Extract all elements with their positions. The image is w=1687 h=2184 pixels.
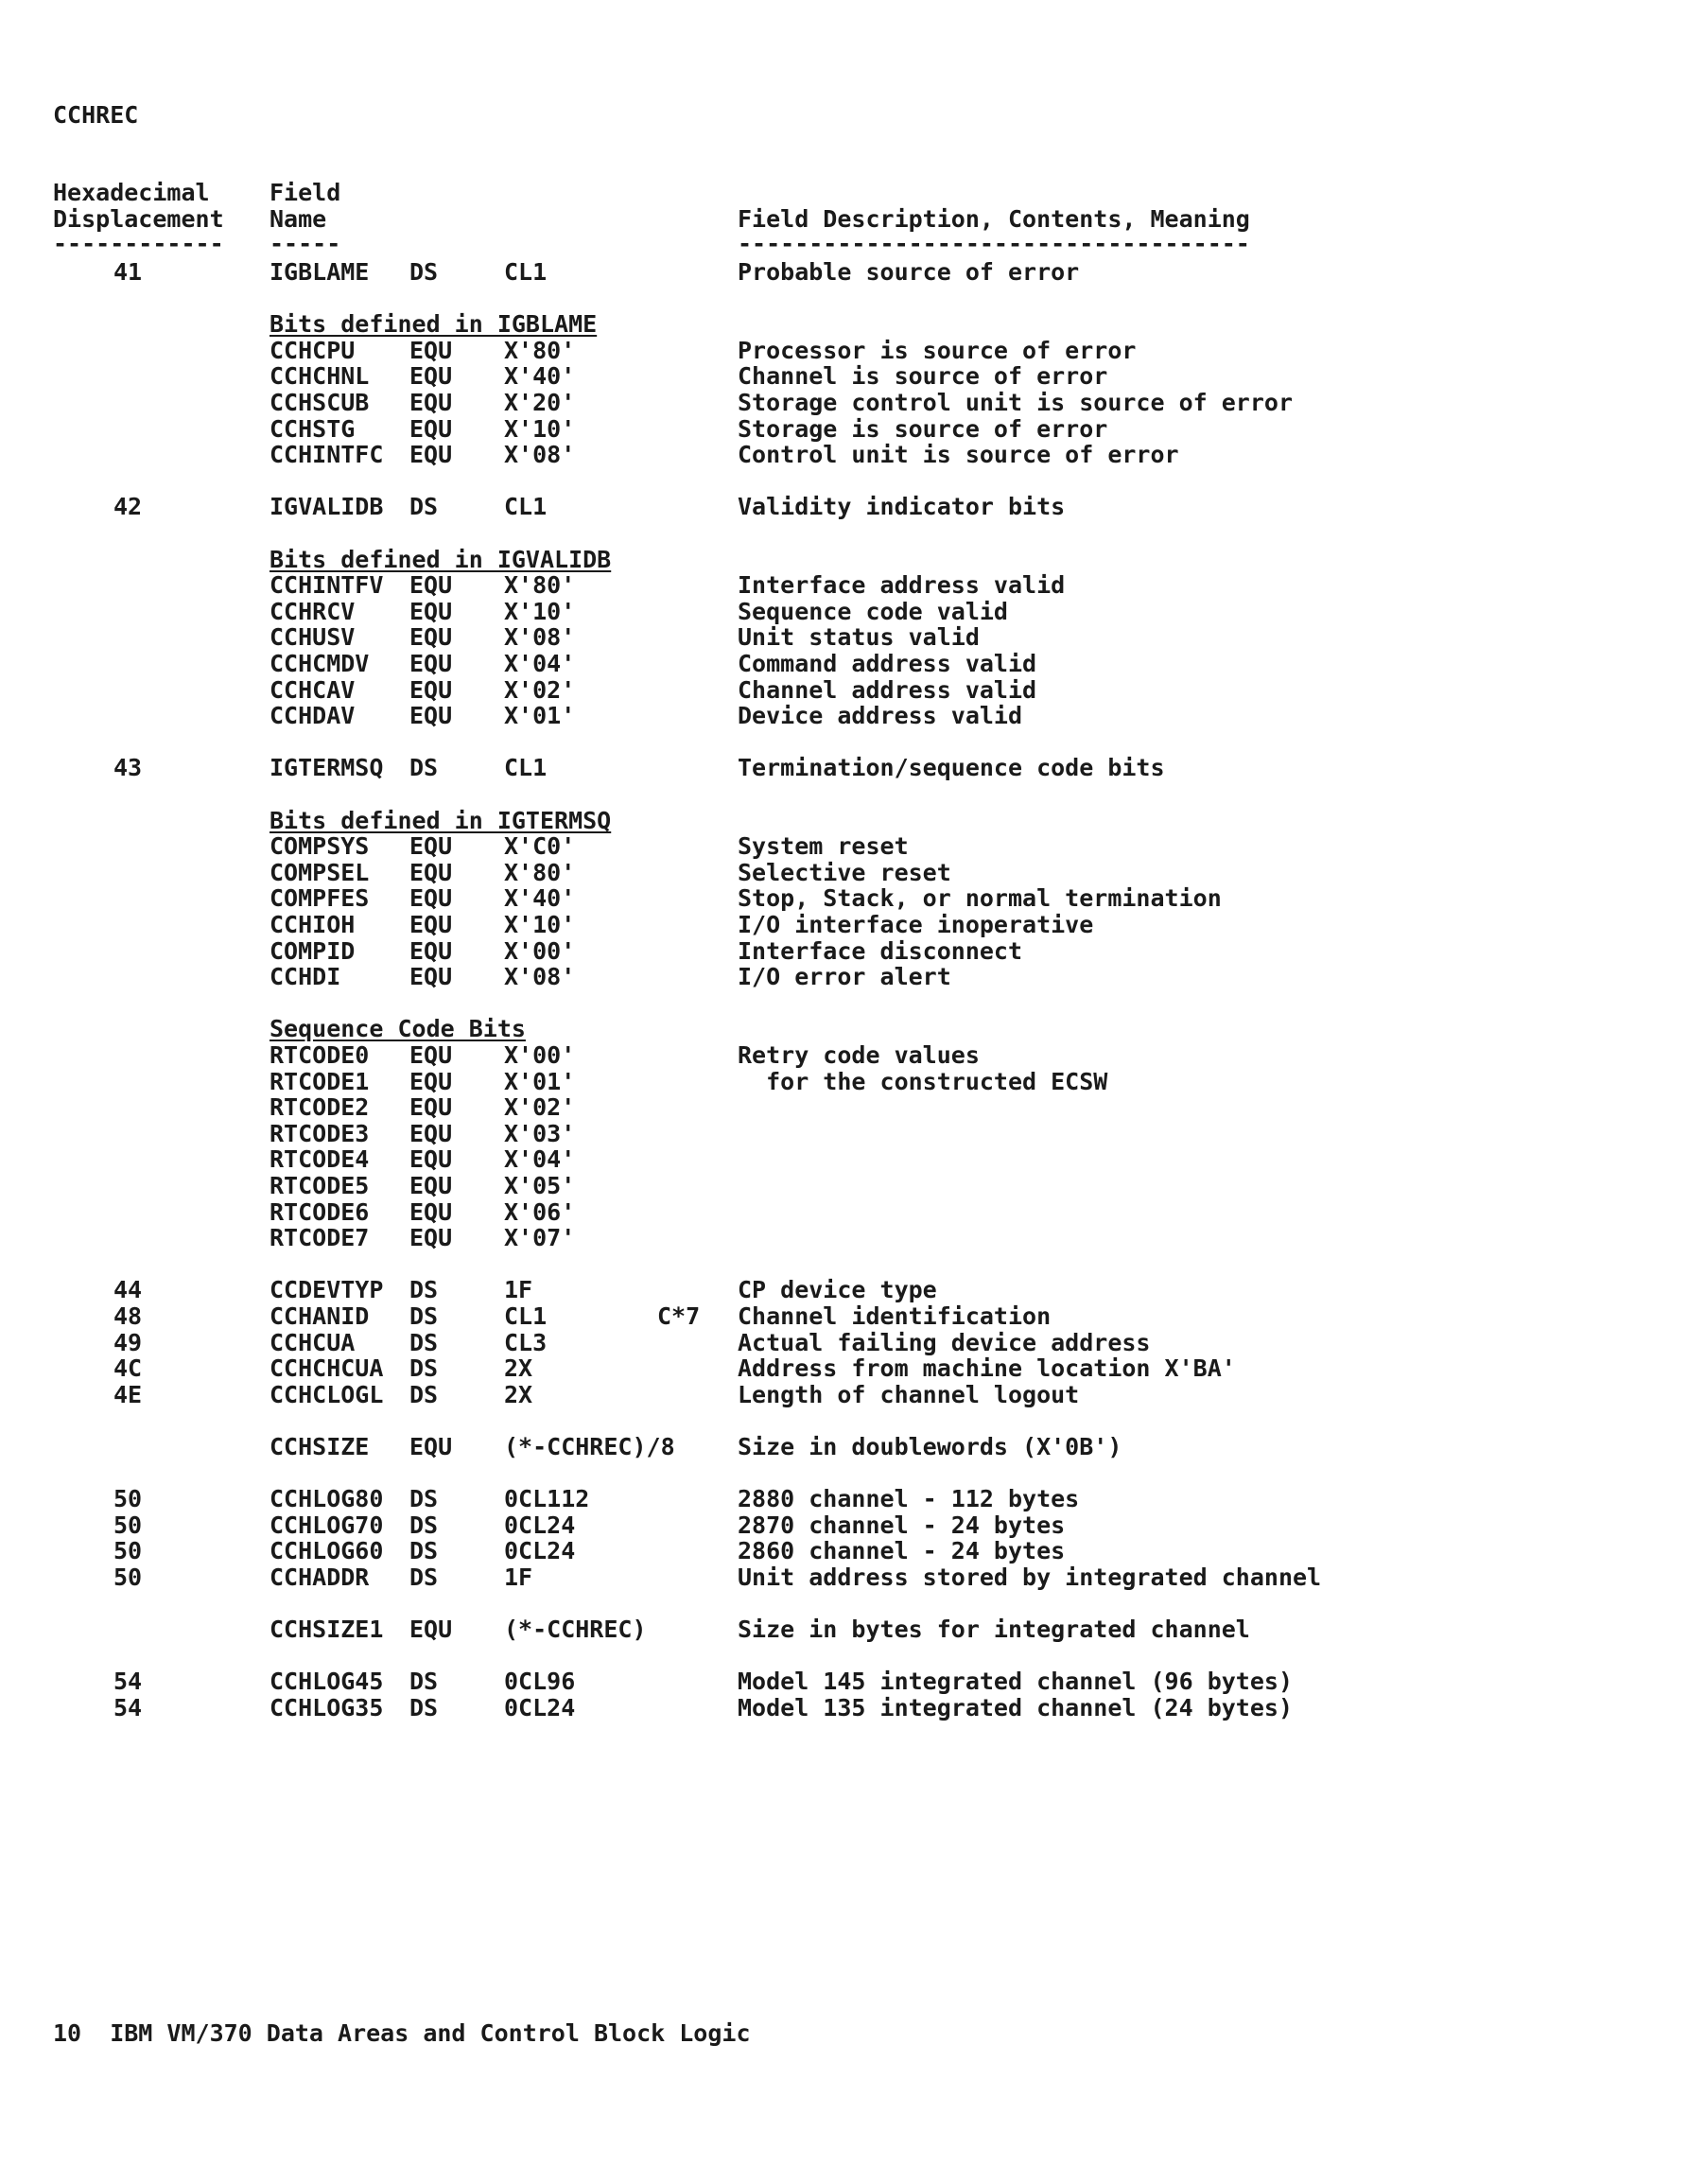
desc-header: Field Description, Contents, Meaning xyxy=(738,205,1250,233)
row-field-name: RTCODE6 xyxy=(270,1198,370,1226)
row-value: X'C0' xyxy=(504,832,576,860)
row-description: Device address valid xyxy=(738,702,1023,729)
row-value: X'00' xyxy=(504,937,576,965)
row-operation: EQU xyxy=(409,650,453,677)
row-value: (*-CCHREC)/8 xyxy=(504,1433,675,1460)
row-field-name: CCHUSV xyxy=(270,623,356,651)
section-heading: Bits defined in IGBLAME xyxy=(270,310,598,338)
field-header-rule: ----- xyxy=(270,230,341,257)
row-operation: EQU xyxy=(409,911,453,938)
row-field-name: IGBLAME xyxy=(270,258,370,286)
row-field-name: COMPFES xyxy=(270,884,370,912)
row-description: Model 145 integrated channel (96 bytes) xyxy=(738,1668,1293,1695)
row-value: X'01' xyxy=(504,702,576,729)
row-field-name: CCHCPU xyxy=(270,337,356,364)
row-field-name: CCHLOG70 xyxy=(270,1511,384,1539)
row-description: Probable source of error xyxy=(738,258,1080,286)
row-value: 0CL24 xyxy=(504,1694,576,1721)
row-operation: EQU xyxy=(409,415,453,443)
row-description: Length of channel logout xyxy=(738,1381,1080,1408)
row-description: Command address valid xyxy=(738,650,1037,677)
row-description: Model 135 integrated channel (24 bytes) xyxy=(738,1694,1293,1721)
row-value: 1F xyxy=(504,1564,533,1591)
row-field-name: CCHCAV xyxy=(270,676,356,704)
row-field-name: RTCODE4 xyxy=(270,1145,370,1173)
row-field-name: CCHINTFV xyxy=(270,571,384,599)
section-heading: Sequence Code Bits xyxy=(270,1015,526,1042)
row-displacement: 49 xyxy=(113,1329,143,1356)
row-description: Channel is source of error xyxy=(738,362,1108,390)
row-operation: DS xyxy=(409,1511,439,1539)
row-value: X'02' xyxy=(504,1093,576,1121)
row-field-name: COMPSEL xyxy=(270,859,370,886)
row-description: 2880 channel - 112 bytes xyxy=(738,1485,1080,1512)
row-description: Termination/sequence code bits xyxy=(738,754,1165,781)
row-displacement: 44 xyxy=(113,1276,143,1303)
row-field-name: CCHADDR xyxy=(270,1564,370,1591)
row-operation: DS xyxy=(409,493,439,520)
row-value: 0CL96 xyxy=(504,1668,576,1695)
row-field-name: CCHLOG80 xyxy=(270,1485,384,1512)
row-description: Sequence code valid xyxy=(738,598,1008,625)
row-description: Channel identification xyxy=(738,1302,1052,1330)
row-displacement: 48 xyxy=(113,1302,143,1330)
row-field-name: CCHDI xyxy=(270,963,341,990)
row-operation: DS xyxy=(409,754,439,781)
row-operation: EQU xyxy=(409,1224,453,1251)
hex-header-rule: ------------ xyxy=(53,230,224,257)
row-operation: EQU xyxy=(409,1041,453,1069)
row-field-name: CCHSTG xyxy=(270,415,356,443)
row-value: X'80' xyxy=(504,571,576,599)
row-operation: EQU xyxy=(409,1068,453,1095)
row-description: Processor is source of error xyxy=(738,337,1137,364)
row-value: CL1 xyxy=(504,493,548,520)
row-operation: DS xyxy=(409,1668,439,1695)
row-operation: EQU xyxy=(409,362,453,390)
row-field-name: CCHSIZE xyxy=(270,1433,370,1460)
row-operation: DS xyxy=(409,1694,439,1721)
row-displacement: 54 xyxy=(113,1668,143,1695)
row-operation: EQU xyxy=(409,1616,453,1643)
row-description: Retry code values xyxy=(738,1041,980,1069)
row-displacement: 41 xyxy=(113,258,143,286)
row-field-name: CCDEVTYP xyxy=(270,1276,384,1303)
row-operation: EQU xyxy=(409,1145,453,1173)
row-operation: DS xyxy=(409,1485,439,1512)
row-operation: EQU xyxy=(409,623,453,651)
row-operation: EQU xyxy=(409,859,453,886)
row-description: Validity indicator bits xyxy=(738,493,1066,520)
row-operation: DS xyxy=(409,1564,439,1591)
row-field-name: CCHCLOGL xyxy=(270,1381,384,1408)
row-description: Stop, Stack, or normal termination xyxy=(738,884,1222,912)
row-operation: EQU xyxy=(409,1120,453,1147)
hex-header-line2: Displacement xyxy=(53,205,224,233)
row-description: Selective reset xyxy=(738,859,951,886)
row-description: Storage control unit is source of error xyxy=(738,389,1293,416)
row-value: X'00' xyxy=(504,1041,576,1069)
row-description: Channel address valid xyxy=(738,676,1037,704)
row-operation: EQU xyxy=(409,884,453,912)
row-field-name: RTCODE5 xyxy=(270,1172,370,1199)
row-operation: DS xyxy=(409,1354,439,1382)
field-header-line1: Field xyxy=(270,179,341,206)
row-operation: EQU xyxy=(409,389,453,416)
row-value: X'07' xyxy=(504,1224,576,1251)
row-value: X'02' xyxy=(504,676,576,704)
row-value: X'10' xyxy=(504,598,576,625)
row-description: Interface address valid xyxy=(738,571,1066,599)
row-field-name: RTCODE0 xyxy=(270,1041,370,1069)
row-description: Actual failing device address xyxy=(738,1329,1151,1356)
row-field-name: COMPSYS xyxy=(270,832,370,860)
row-value: X'10' xyxy=(504,415,576,443)
row-value: X'06' xyxy=(504,1198,576,1226)
row-displacement: 50 xyxy=(113,1511,143,1539)
row-operation: EQU xyxy=(409,937,453,965)
row-field-name: CCHDAV xyxy=(270,702,356,729)
row-field-name: RTCODE2 xyxy=(270,1093,370,1121)
row-displacement: 4E xyxy=(113,1381,143,1408)
row-displacement: 4C xyxy=(113,1354,143,1382)
row-value: CL1 xyxy=(504,1302,548,1330)
row-value: 0CL24 xyxy=(504,1537,576,1564)
row-value: 2X xyxy=(504,1354,533,1382)
row-value: X'03' xyxy=(504,1120,576,1147)
row-field-name: CCHLOG35 xyxy=(270,1694,384,1721)
row-value: 0CL112 xyxy=(504,1485,590,1512)
row-value: 1F xyxy=(504,1276,533,1303)
row-value: X'05' xyxy=(504,1172,576,1199)
row-displacement: 54 xyxy=(113,1694,143,1721)
row-value: X'80' xyxy=(504,337,576,364)
row-operation: EQU xyxy=(409,832,453,860)
row-field-name: CCHLOG60 xyxy=(270,1537,384,1564)
row-description: Control unit is source of error xyxy=(738,441,1179,468)
field-header-line2: Name xyxy=(270,205,327,233)
row-field-name: IGTERMSQ xyxy=(270,754,384,781)
row-value: CL1 xyxy=(504,258,548,286)
row-description: Size in doublewords (X'0B') xyxy=(738,1433,1122,1460)
row-description: Address from machine location X'BA' xyxy=(738,1354,1236,1382)
row-operation: DS xyxy=(409,1537,439,1564)
row-description: Unit address stored by integrated channel xyxy=(738,1564,1322,1591)
row-field-name: CCHCHCUA xyxy=(270,1354,384,1382)
row-field-name: CCHSIZE1 xyxy=(270,1616,384,1643)
row-operation: EQU xyxy=(409,1093,453,1121)
row-description: Unit status valid xyxy=(738,623,980,651)
row-value: 2X xyxy=(504,1381,533,1408)
row-operation: DS xyxy=(409,1381,439,1408)
row-operation: DS xyxy=(409,1276,439,1303)
row-value: X'80' xyxy=(504,859,576,886)
row-displacement: 43 xyxy=(113,754,143,781)
row-value: X'01' xyxy=(504,1068,576,1095)
row-field-name: COMPID xyxy=(270,937,356,965)
row-displacement: 42 xyxy=(113,493,143,520)
row-field-name: CCHLOG45 xyxy=(270,1668,384,1695)
row-description: Interface disconnect xyxy=(738,937,1023,965)
row-displacement: 50 xyxy=(113,1537,143,1564)
row-value: X'08' xyxy=(504,963,576,990)
row-field-name: CCHRCV xyxy=(270,598,356,625)
row-description: System reset xyxy=(738,832,909,860)
row-value: 0CL24 xyxy=(504,1511,576,1539)
row-operation: EQU xyxy=(409,571,453,599)
row-operation: EQU xyxy=(409,1433,453,1460)
hex-header-line1: Hexadecimal xyxy=(53,179,210,206)
row-displacement: 50 xyxy=(113,1485,143,1512)
row-operation: DS xyxy=(409,258,439,286)
row-value: CL1 xyxy=(504,754,548,781)
row-operation: EQU xyxy=(409,1198,453,1226)
row-operation: DS xyxy=(409,1302,439,1330)
row-field-name: RTCODE3 xyxy=(270,1120,370,1147)
row-value: X'10' xyxy=(504,911,576,938)
row-operation: EQU xyxy=(409,1172,453,1199)
row-description: 2870 channel - 24 bytes xyxy=(738,1511,1066,1539)
row-description: I/O error alert xyxy=(738,963,951,990)
row-value: X'04' xyxy=(504,1145,576,1173)
row-field-name: CCHCUA xyxy=(270,1329,356,1356)
row-operation: EQU xyxy=(409,598,453,625)
desc-header-rule: ------------------------------------ xyxy=(738,230,1250,257)
row-field-name: CCHCMDV xyxy=(270,650,370,677)
row-value: X'04' xyxy=(504,650,576,677)
section-heading: Bits defined in IGVALIDB xyxy=(270,546,612,573)
row-note: C*7 xyxy=(657,1302,701,1330)
row-description: Size in bytes for integrated channel xyxy=(738,1616,1250,1643)
row-field-name: RTCODE1 xyxy=(270,1068,370,1095)
row-value: CL3 xyxy=(504,1329,548,1356)
row-value: X'20' xyxy=(504,389,576,416)
row-description: 2860 channel - 24 bytes xyxy=(738,1537,1066,1564)
row-operation: EQU xyxy=(409,441,453,468)
row-displacement: 50 xyxy=(113,1564,143,1591)
row-value: (*-CCHREC) xyxy=(504,1616,647,1643)
row-value: X'08' xyxy=(504,623,576,651)
row-value: X'08' xyxy=(504,441,576,468)
page-header: CCHREC xyxy=(53,101,139,129)
row-description: CP device type xyxy=(738,1276,937,1303)
row-description: Storage is source of error xyxy=(738,415,1108,443)
row-value: X'40' xyxy=(504,884,576,912)
row-value: X'40' xyxy=(504,362,576,390)
row-field-name: RTCODE7 xyxy=(270,1224,370,1251)
row-operation: EQU xyxy=(409,963,453,990)
page-footer: 10 IBM VM/370 Data Areas and Control Block Logic xyxy=(53,2019,751,2047)
row-field-name: CCHCHNL xyxy=(270,362,370,390)
row-operation: EQU xyxy=(409,676,453,704)
row-operation: DS xyxy=(409,1329,439,1356)
row-description: for the constructed ECSW xyxy=(738,1068,1108,1095)
row-description: I/O interface inoperative xyxy=(738,911,1094,938)
row-field-name: CCHANID xyxy=(270,1302,370,1330)
row-field-name: IGVALIDB xyxy=(270,493,384,520)
row-operation: EQU xyxy=(409,337,453,364)
section-heading: Bits defined in IGTERMSQ xyxy=(270,807,612,834)
row-field-name: CCHINTFC xyxy=(270,441,384,468)
row-operation: EQU xyxy=(409,702,453,729)
row-field-name: CCHIOH xyxy=(270,911,356,938)
row-field-name: CCHSCUB xyxy=(270,389,370,416)
